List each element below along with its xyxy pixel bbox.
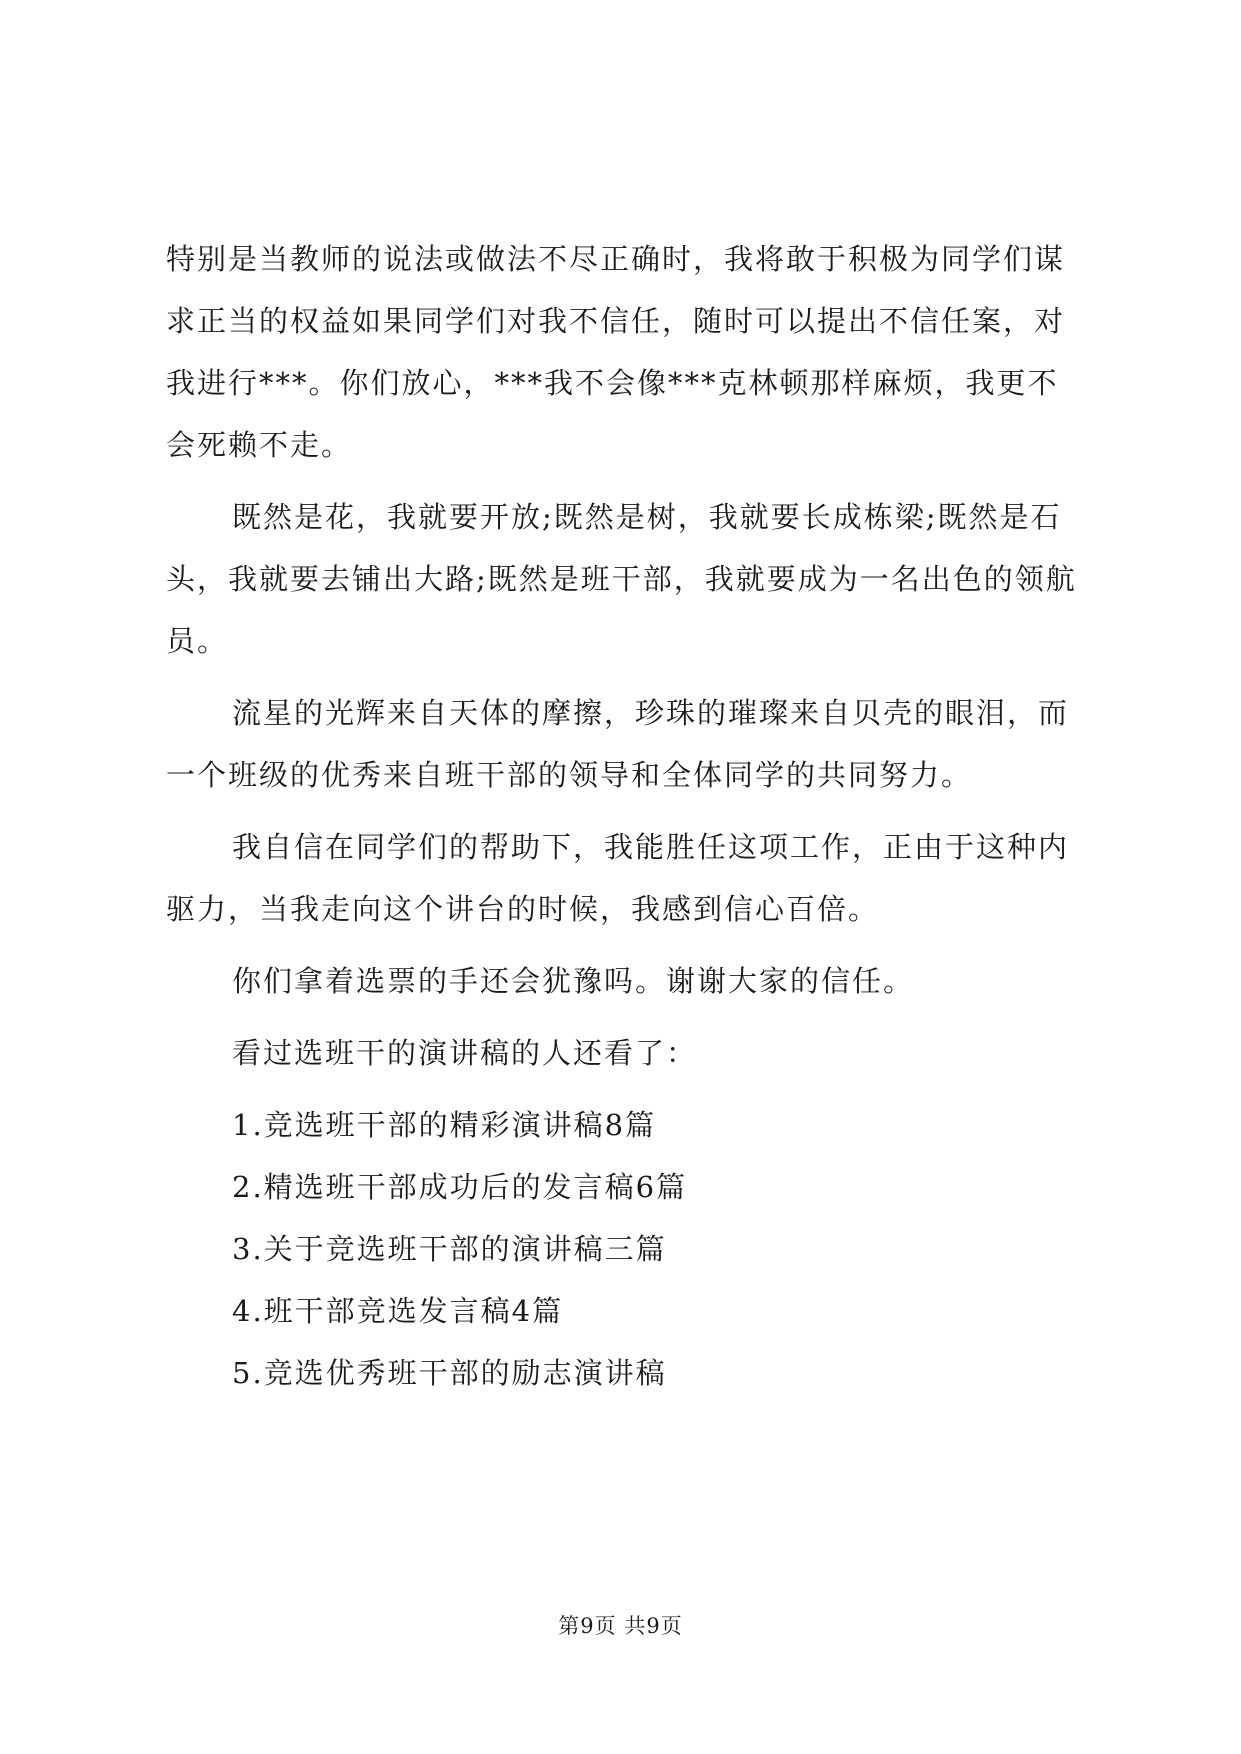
paragraph-4: 我自信在同学们的帮助下，我能胜任这项工作，正由于这种内驱力，当我走向这个讲台的时候，我感到信心百倍。 [166, 830, 1070, 926]
paragraph-2: 既然是花，我就要开放;既然是树，我就要长成栋梁;既然是石头，我就要去铺出大路;既然是班干部，我就要成为一名出色的领航员。 [166, 500, 1077, 658]
related-link-3[interactable]: 3.关于竞选班干部的演讲稿三篇 [232, 1232, 667, 1266]
related-link-5[interactable]: 5.竞选优秀班干部的励志演讲稿 [232, 1356, 667, 1390]
paragraph-1: 特别是当教师的说法或做法不尽正确时，我将敢于积极为同学们谋求正当的权益如果同学们对我不信任，随时可以提出不信任案，对我进行***。你们放心，***我不会像***克林顿那样麻烦，我更不会死赖不走。 [166, 242, 1066, 462]
paragraph-5: 你们拿着选票的手还会犹豫吗。谢谢大家的信任。 [232, 964, 915, 998]
related-link-4[interactable]: 4.班干部竞选发言稿4篇 [232, 1294, 564, 1328]
page-footer: 第9页 共9页 [558, 1614, 683, 1638]
related-link-1[interactable]: 1.竞选班干部的精彩演讲稿8篇 [232, 1108, 657, 1142]
related-link-2[interactable]: 2.精选班干部成功后的发言稿6篇 [232, 1170, 688, 1204]
paragraph-3: 流星的光辉来自天体的摩擦，珍珠的璀璨来自贝壳的眼泪，而一个班级的优秀来自班干部的领导和全体同学的共同努力。 [166, 696, 1070, 792]
related-links-list [166, 1094, 1086, 1404]
document-body [166, 228, 1086, 1404]
related-heading: 看过选班干的演讲稿的人还看了： [232, 1036, 698, 1070]
